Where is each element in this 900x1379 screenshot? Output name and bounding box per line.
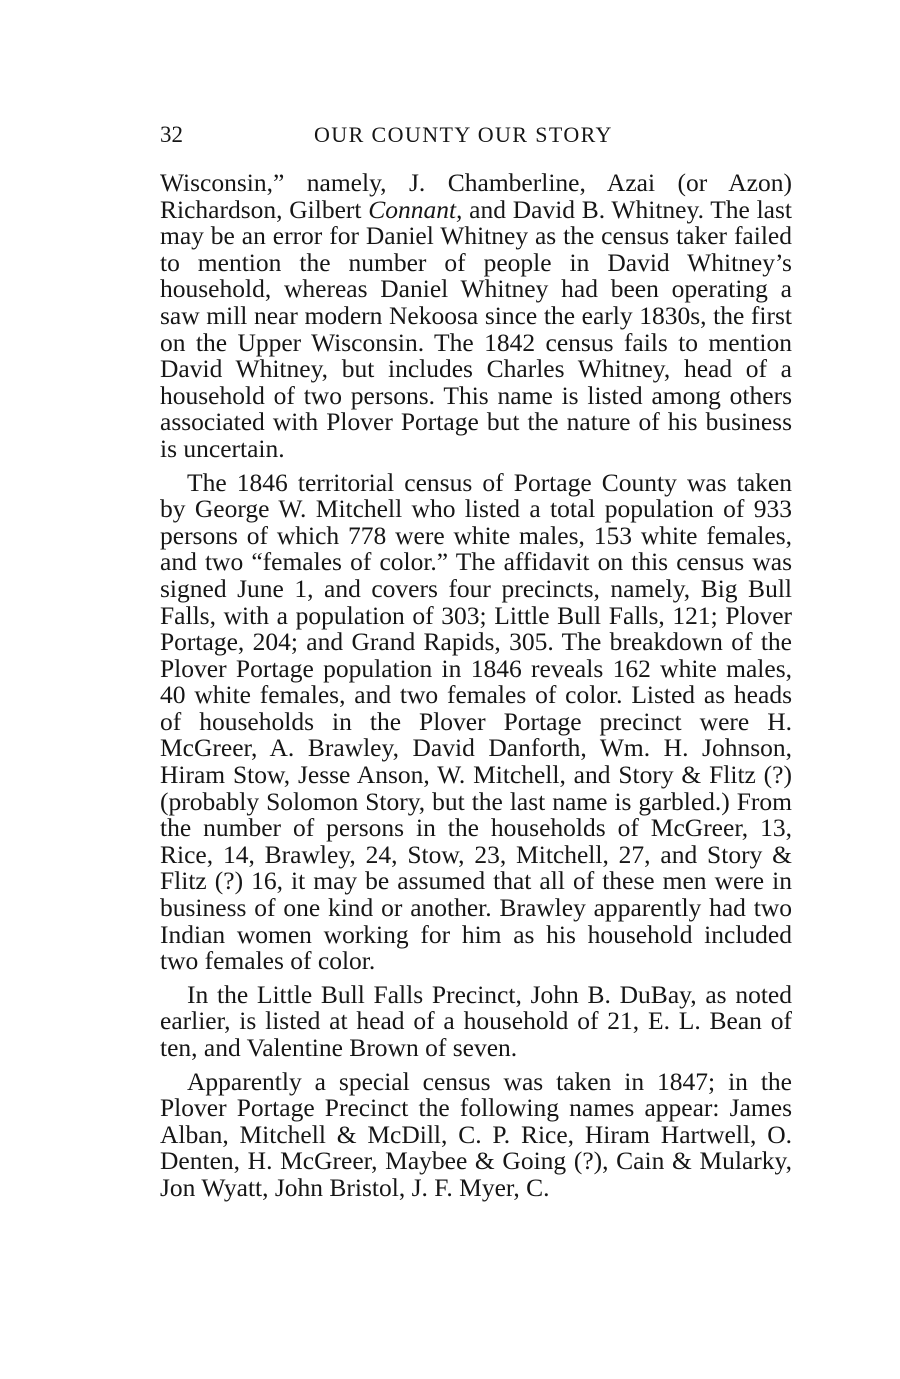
paragraph-little-bull-falls: In the Little Bull Falls Precinct, John B. DuBay, as noted earlier, is listed at head of a household of 21, E. L. Bean of ten, and Valentine Brown of seven. xyxy=(160,979,792,1062)
paragraph-tail-text: and David B. Whitney. The last may be an error for Daniel Whitney as the census taker failed to mention the number of people in David Whitney’s household, whereas Daniel Whitney had been operating a saw mill near modern Nekoosa since the early 1830s, the first on the Upper Wisconsin. The 1842 census fails to mention David Whitney, but includes Charles Whitney, head of a household of two persons. This name is listed among others associated with Plover Portage but the nature of his business is uncertain. xyxy=(160,194,799,463)
paragraph-1846-census: The 1846 territorial census of Portage County was taken by George W. Mitchell who listed a total population of 933 persons of which 778 were white males, 153 white females, and two “females of color.” The affidavit on this census was signed June 1, and covers four precincts, namely, Big Bull Falls, with a population of 303; Little Bull Falls, 121; Plover Portage, 204; and Grand Rapids, 305. The breakdown of the Plover Portage population in 1846 reveals 162 white males, 40 white females, and two females of color. Listed as heads of households in the Plover Portage precinct were H. McGreer, A. Brawley, David Danforth, Wm. H. Johnson, Hiram Stow, Jesse Anson, W. Mitchell, and Story & Flitz (?) (probably Solomon Story, but the last name is garbled.) From the number of persons in the households of McGreer, 13, Rice, 14, Brawley, 24, Stow, 23, Mitchell, 27, and Story & Flitz (?) 16, it may be assumed that all of these men were in business of one kind or another. Brawley apparently had two Indian women working for him as his household included two females of color. xyxy=(160,467,792,976)
italic-name: Connant, xyxy=(368,194,463,224)
paragraph-continued xyxy=(160,168,799,463)
page-number: 32 xyxy=(160,122,183,147)
running-title: OUR COUNTY OUR STORY xyxy=(314,122,613,147)
body-text xyxy=(160,168,799,1209)
paragraph-1847-census: Apparently a special census was taken in 1847; in the Plover Portage Precinct the following names appear: James Alban, Mitchell & McDill, C. P. Rice, Hiram Hartwell, O. Denten, H. McGreer, Maybee & Going (?), Cain & Mularky, Jon Wyatt, John Bristol, J. F. Myer, C. xyxy=(160,1066,792,1202)
paragraph-lead-text: Wisconsin,” namely, J. Chamberline, Azai (or Azon) Richardson, Gilbert xyxy=(160,168,799,224)
running-head xyxy=(160,122,792,152)
